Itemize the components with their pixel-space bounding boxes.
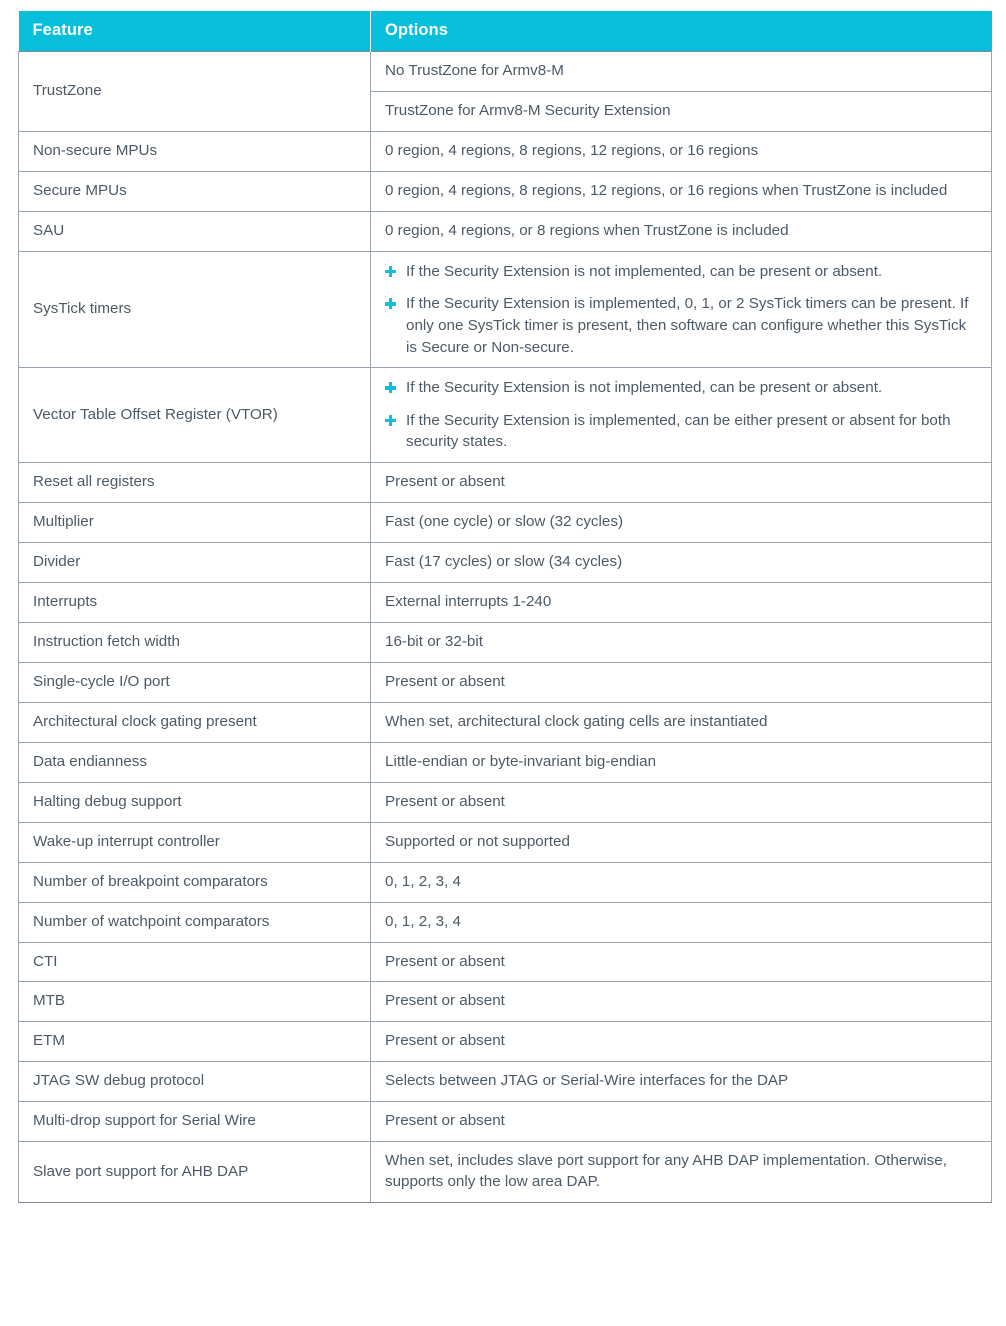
option-cell: When set, architectural clock gating cells are instantiated — [371, 702, 992, 742]
option-cell: 0 region, 4 regions, 8 regions, 12 regions, or 16 regions when TrustZone is included — [371, 171, 992, 211]
option-cell: 0 region, 4 regions, 8 regions, 12 regions, or 16 regions — [371, 131, 992, 171]
feature-cell: Number of breakpoint comparators — [19, 862, 371, 902]
feature-cell: Non-secure MPUs — [19, 131, 371, 171]
feature-cell: Vector Table Offset Register (VTOR) — [19, 368, 371, 463]
option-bullet-item — [385, 410, 977, 453]
option-cell: 16-bit or 32-bit — [371, 622, 992, 662]
option-cell: Present or absent — [371, 1022, 992, 1062]
feature-cell: Slave port support for AHB DAP — [19, 1142, 371, 1203]
table-row — [19, 251, 992, 367]
feature-cell: Number of watchpoint comparators — [19, 902, 371, 942]
option-cell: Present or absent — [371, 462, 992, 502]
option-bullet-text: If the Security Extension is implemented, 0, 1, or 2 SysTick timers can be present. If only one SysTick timer is present, then software can configure whether this SysTick is Secure or Non-secure. — [406, 295, 969, 356]
feature-cell: Instruction fetch width — [19, 622, 371, 662]
table-row — [19, 622, 992, 662]
plus-icon — [385, 298, 396, 309]
option-bullet-text: If the Security Extension is not implemented, can be present or absent. — [406, 379, 883, 397]
option-bullet-list — [385, 377, 977, 453]
option-cell: Present or absent — [371, 1102, 992, 1142]
feature-options-table — [18, 11, 992, 1203]
option-cell — [371, 251, 992, 367]
table-row — [19, 52, 992, 92]
option-cell: When set, includes slave port support for any AHB DAP implementation. Otherwise, supports only the low area DAP. — [371, 1142, 992, 1203]
feature-cell: SAU — [19, 211, 371, 251]
option-bullet-text: If the Security Extension is implemented, can be either present or absent for both security states. — [406, 411, 951, 451]
feature-cell: Multiplier — [19, 502, 371, 542]
feature-cell: Single-cycle I/O port — [19, 662, 371, 702]
option-bullet-text: If the Security Extension is not implemented, can be present or absent. — [406, 262, 883, 280]
table-row — [19, 982, 992, 1022]
option-cell: Supported or not supported — [371, 822, 992, 862]
table-row — [19, 502, 992, 542]
feature-cell: Wake-up interrupt controller — [19, 822, 371, 862]
option-cell: Fast (one cycle) or slow (32 cycles) — [371, 502, 992, 542]
option-cell: External interrupts 1-240 — [371, 582, 992, 622]
feature-cell: MTB — [19, 982, 371, 1022]
plus-icon — [385, 266, 396, 277]
table-row — [19, 1022, 992, 1062]
table-row — [19, 862, 992, 902]
feature-cell: Reset all registers — [19, 462, 371, 502]
plus-icon — [385, 382, 396, 393]
feature-cell: Multi-drop support for Serial Wire — [19, 1102, 371, 1142]
feature-cell: ETM — [19, 1022, 371, 1062]
plus-icon — [385, 415, 396, 426]
option-cell: 0, 1, 2, 3, 4 — [371, 862, 992, 902]
table-row — [19, 131, 992, 171]
table-header-row — [19, 11, 992, 52]
feature-cell: Data endianness — [19, 742, 371, 782]
column-header-feature: Feature — [19, 11, 371, 52]
feature-options-table-wrapper — [18, 11, 991, 1203]
table-row — [19, 942, 992, 982]
table-row — [19, 1062, 992, 1102]
table-row — [19, 822, 992, 862]
option-bullet-item — [385, 377, 977, 399]
table-row — [19, 462, 992, 502]
table-row — [19, 902, 992, 942]
option-cell — [371, 368, 992, 463]
option-cell: Present or absent — [371, 942, 992, 982]
table-row — [19, 542, 992, 582]
option-cell: TrustZone for Armv8-M Security Extension — [371, 91, 992, 131]
option-bullet-item — [385, 261, 977, 283]
option-cell: Present or absent — [371, 782, 992, 822]
feature-cell: Divider — [19, 542, 371, 582]
feature-cell: Secure MPUs — [19, 171, 371, 211]
table-row — [19, 582, 992, 622]
option-cell: Fast (17 cycles) or slow (34 cycles) — [371, 542, 992, 582]
table-body — [19, 52, 992, 1203]
table-row — [19, 782, 992, 822]
table-header — [19, 11, 992, 52]
feature-cell: Architectural clock gating present — [19, 702, 371, 742]
table-row — [19, 211, 992, 251]
feature-cell: Halting debug support — [19, 782, 371, 822]
option-bullet-list — [385, 261, 977, 358]
table-row — [19, 702, 992, 742]
option-cell: 0, 1, 2, 3, 4 — [371, 902, 992, 942]
column-header-options: Options — [371, 11, 992, 52]
option-cell: Selects between JTAG or Serial-Wire interfaces for the DAP — [371, 1062, 992, 1102]
table-row — [19, 742, 992, 782]
option-cell: 0 region, 4 regions, or 8 regions when TrustZone is included — [371, 211, 992, 251]
option-cell: Present or absent — [371, 982, 992, 1022]
table-row — [19, 368, 992, 463]
option-cell: No TrustZone for Armv8-M — [371, 52, 992, 92]
table-row — [19, 1102, 992, 1142]
feature-cell: JTAG SW debug protocol — [19, 1062, 371, 1102]
feature-cell: SysTick timers — [19, 251, 371, 367]
feature-cell: TrustZone — [19, 52, 371, 132]
table-row — [19, 662, 992, 702]
option-cell: Little-endian or byte-invariant big-endian — [371, 742, 992, 782]
option-bullet-item — [385, 293, 977, 358]
feature-cell: Interrupts — [19, 582, 371, 622]
feature-cell: CTI — [19, 942, 371, 982]
table-row — [19, 1142, 992, 1203]
table-row — [19, 171, 992, 211]
option-cell: Present or absent — [371, 662, 992, 702]
